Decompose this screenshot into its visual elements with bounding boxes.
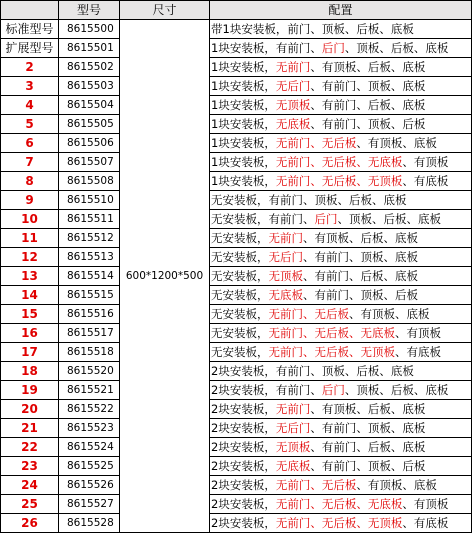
config-cell [210, 419, 472, 438]
config-text: 1块安装板， [211, 155, 276, 169]
table-row [1, 39, 472, 58]
config-text: 、有顶板、后板、底板 [310, 60, 426, 74]
config-missing-part: 无前门、无后板、无底板 [275, 155, 403, 169]
config-cell [210, 438, 472, 457]
config-text: 无安装板， [211, 307, 269, 321]
config-cell [210, 20, 472, 39]
table-row [1, 381, 472, 400]
config-missing-part: 无底板 [275, 117, 311, 131]
config-text: 、有顶板 [402, 497, 449, 511]
row-label: 25 [1, 495, 59, 514]
config-missing-part: 无前门、无后板 [275, 478, 357, 492]
config-cell [210, 495, 472, 514]
model-number: 8615525 [59, 457, 120, 476]
row-label: 11 [1, 229, 59, 248]
row-label: 18 [1, 362, 59, 381]
config-text: 2块安装板， [211, 402, 276, 416]
table-row [1, 457, 472, 476]
row-label: 16 [1, 324, 59, 343]
table-row [1, 286, 472, 305]
model-number: 8615516 [59, 305, 120, 324]
config-cell [210, 324, 472, 343]
model-number: 8615508 [59, 172, 120, 191]
table-row [1, 115, 472, 134]
config-text: 、有前门、后板、底板 [303, 269, 418, 283]
config-cell [210, 58, 472, 77]
config-text: 1块安装板， [211, 60, 276, 74]
table-row [1, 77, 472, 96]
row-label: 24 [1, 476, 59, 495]
model-number: 8615527 [59, 495, 120, 514]
config-cell [210, 229, 472, 248]
config-text: 无安装板， [211, 345, 269, 359]
model-number: 8615524 [59, 438, 120, 457]
config-text: 、有底板 [402, 174, 449, 188]
config-missing-part: 无顶板 [275, 440, 311, 454]
table-row [1, 305, 472, 324]
config-missing-part: 无后门 [275, 79, 311, 93]
config-text: 2块安装板， [211, 497, 276, 511]
model-number: 8615513 [59, 248, 120, 267]
table-row [1, 20, 472, 39]
row-label: 21 [1, 419, 59, 438]
header-label [1, 1, 59, 20]
model-number: 8615515 [59, 286, 120, 305]
config-text: 、有前门、顶板、后板 [310, 459, 426, 473]
config-text: 、有顶板、后板、底板 [303, 231, 418, 245]
row-label: 4 [1, 96, 59, 115]
config-text: 无安装板， [211, 250, 269, 264]
config-text: 、有前门、顶板、底板 [303, 250, 418, 264]
config-text: 、有前门、后板、底板 [310, 98, 426, 112]
model-number: 8615510 [59, 191, 120, 210]
row-label: 26 [1, 514, 59, 533]
config-missing-part: 无前门 [275, 60, 311, 74]
config-text: 无安装板， [211, 326, 269, 340]
model-number: 8615503 [59, 77, 120, 96]
model-number: 8615517 [59, 324, 120, 343]
model-number: 8615523 [59, 419, 120, 438]
row-label: 14 [1, 286, 59, 305]
row-label: 17 [1, 343, 59, 362]
config-cell [210, 362, 472, 381]
model-number: 8615514 [59, 267, 120, 286]
model-number: 8615504 [59, 96, 120, 115]
model-number: 8615528 [59, 514, 120, 533]
table-row [1, 96, 472, 115]
config-text: 1块安装板，有前门、 [211, 41, 322, 55]
config-text: 1块安装板， [211, 98, 276, 112]
model-number: 8615505 [59, 115, 120, 134]
config-missing-part: 无前门 [275, 402, 311, 416]
config-text: 2块安装板， [211, 440, 276, 454]
row-label: 扩展型号 [1, 39, 59, 58]
config-text: 1块安装板， [211, 174, 276, 188]
config-text: 、顶板、后板、底板 [337, 212, 441, 226]
config-missing-part: 后门 [321, 41, 345, 55]
config-text: 、顶板、后板、底板 [344, 41, 449, 55]
table-row [1, 153, 472, 172]
row-label: 8 [1, 172, 59, 191]
table-row [1, 419, 472, 438]
model-number: 8615512 [59, 229, 120, 248]
config-missing-part: 无前门、无后板、无底板 [268, 326, 395, 340]
config-cell [210, 305, 472, 324]
config-cell [210, 286, 472, 305]
config-text: 带1块安装板，前门、顶板、后板、底板 [211, 22, 414, 36]
config-text: 无安装板，有前门、顶板、后板、底板 [211, 193, 407, 207]
row-label: 3 [1, 77, 59, 96]
config-cell [210, 381, 472, 400]
config-text: 1块安装板， [211, 117, 276, 131]
table-row [1, 191, 472, 210]
config-missing-part: 无顶板 [268, 269, 303, 283]
row-label: 标准型号 [1, 20, 59, 39]
config-text: 无安装板， [211, 269, 269, 283]
config-text: 1块安装板， [211, 136, 276, 150]
config-missing-part: 后门 [321, 383, 345, 397]
table-row [1, 58, 472, 77]
config-text: 、有前门、顶板、后板 [310, 117, 426, 131]
config-missing-part: 无后门 [275, 421, 311, 435]
config-cell [210, 343, 472, 362]
row-label: 22 [1, 438, 59, 457]
config-cell [210, 248, 472, 267]
table-row [1, 343, 472, 362]
table-row [1, 400, 472, 419]
config-text: 、有前门、顶板、底板 [310, 421, 426, 435]
config-missing-part: 无底板 [268, 288, 303, 302]
header-row [1, 1, 472, 20]
config-missing-part: 无前门、无后板、无顶板 [275, 516, 403, 530]
model-number: 8615520 [59, 362, 120, 381]
config-text: 、有前门、后板、底板 [310, 440, 426, 454]
config-missing-part: 无底板 [275, 459, 311, 473]
config-text: 2块安装板，有前门、顶板、后板、底板 [211, 364, 414, 378]
config-text: 、有顶板、后板、底板 [310, 402, 426, 416]
config-text: 、有顶板 [395, 326, 441, 340]
config-missing-part: 无后门 [268, 250, 303, 264]
config-missing-part: 无前门、无后板、无顶板 [275, 174, 403, 188]
table-row [1, 438, 472, 457]
config-cell [210, 457, 472, 476]
table-row [1, 495, 472, 514]
config-text: 2块安装板， [211, 516, 276, 530]
table-row [1, 476, 472, 495]
table-row [1, 134, 472, 153]
config-cell [210, 153, 472, 172]
config-text: 、有顶板、底板 [349, 307, 430, 321]
config-text: 无安装板， [211, 231, 269, 245]
config-missing-part: 无前门、无后板 [275, 136, 357, 150]
row-label: 7 [1, 153, 59, 172]
config-cell [210, 172, 472, 191]
config-text: 、有前门、顶板、后板 [303, 288, 418, 302]
header-config: 配置 [210, 1, 472, 20]
row-label: 5 [1, 115, 59, 134]
row-label: 23 [1, 457, 59, 476]
table-row [1, 267, 472, 286]
config-cell [210, 400, 472, 419]
config-text: 、有前门、顶板、底板 [310, 79, 426, 93]
model-number: 8615507 [59, 153, 120, 172]
row-label: 15 [1, 305, 59, 324]
header-size: 尺寸 [120, 1, 210, 20]
config-text: 1块安装板， [211, 79, 276, 93]
model-number: 8615501 [59, 39, 120, 58]
config-missing-part: 无前门、无后板、无顶板 [268, 345, 395, 359]
model-number: 8615502 [59, 58, 120, 77]
config-text: 2块安装板，有前门、 [211, 383, 322, 397]
model-number: 8615518 [59, 343, 120, 362]
row-label: 6 [1, 134, 59, 153]
table-body [1, 20, 472, 533]
config-text: 无安装板， [211, 288, 269, 302]
model-number: 8615506 [59, 134, 120, 153]
config-cell [210, 210, 472, 229]
table-row [1, 324, 472, 343]
model-number: 8615526 [59, 476, 120, 495]
row-label: 10 [1, 210, 59, 229]
config-text: 2块安装板， [211, 459, 276, 473]
model-number: 8615511 [59, 210, 120, 229]
model-number: 8615522 [59, 400, 120, 419]
header-model: 型号 [59, 1, 120, 20]
config-missing-part: 无前门、无后板 [268, 307, 349, 321]
table-row [1, 514, 472, 533]
config-text: 、有顶板、底板 [356, 136, 437, 150]
model-number: 8615500 [59, 20, 120, 39]
config-text: 、有底板 [395, 345, 441, 359]
table-row [1, 229, 472, 248]
config-text: 、顶板、后板、底板 [344, 383, 449, 397]
config-text: 、有顶板、底板 [356, 478, 437, 492]
config-missing-part: 无顶板 [275, 98, 311, 112]
model-number: 8615521 [59, 381, 120, 400]
table-row [1, 362, 472, 381]
row-label: 20 [1, 400, 59, 419]
table-row [1, 248, 472, 267]
row-label: 19 [1, 381, 59, 400]
config-text: 2块安装板， [211, 478, 276, 492]
config-missing-part: 无前门 [268, 231, 303, 245]
config-cell [210, 134, 472, 153]
config-cell [210, 77, 472, 96]
row-label: 13 [1, 267, 59, 286]
config-missing-part: 后门 [314, 212, 338, 226]
row-label: 2 [1, 58, 59, 77]
config-text: 、有底板 [402, 516, 449, 530]
config-cell [210, 191, 472, 210]
config-missing-part: 无前门、无后板、无底板 [275, 497, 403, 511]
config-cell [210, 267, 472, 286]
config-cell [210, 96, 472, 115]
size-cell: 600*1200*500 [120, 20, 210, 533]
table-row [1, 210, 472, 229]
config-cell [210, 514, 472, 533]
table-row [1, 172, 472, 191]
row-label: 9 [1, 191, 59, 210]
config-cell [210, 39, 472, 58]
config-cell [210, 476, 472, 495]
config-text: 、有顶板 [402, 155, 449, 169]
row-label: 12 [1, 248, 59, 267]
config-cell [210, 115, 472, 134]
config-text: 2块安装板， [211, 421, 276, 435]
config-text: 无安装板，有前门、 [211, 212, 315, 226]
